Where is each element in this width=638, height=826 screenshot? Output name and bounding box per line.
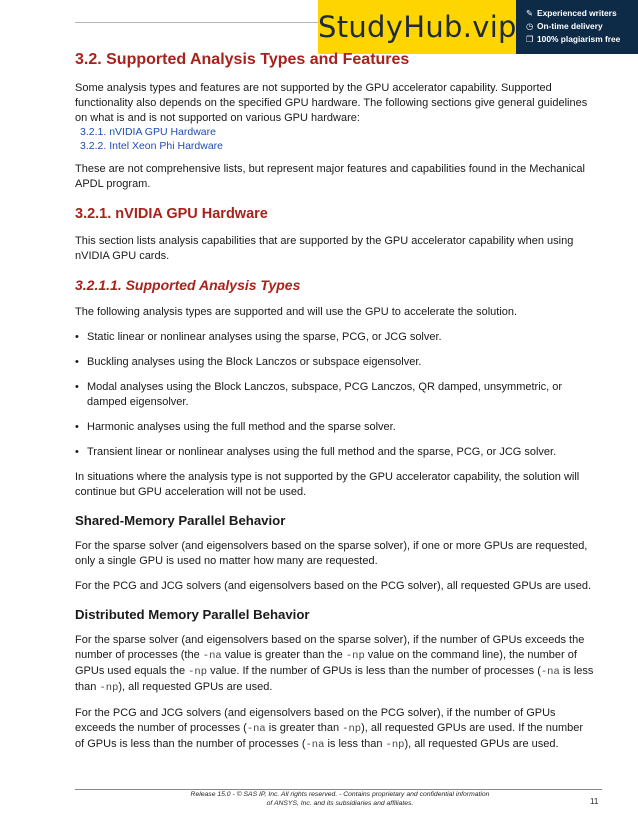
dmp-paragraph-2: For the PCG and JCG solvers (and eigensolvers based on the PCG solver), if the number of GPUs exceeds the number of processes (-na is greater than -np), all requested GPUs are used. If the number of GPUs is less than the number of processes (-na is less than -np), all requested GPUs are used. bbox=[75, 707, 584, 751]
inline-code: -na bbox=[540, 666, 560, 678]
subsubsection-title: 3.2.1.1. Supported Analysis Types bbox=[75, 277, 301, 293]
toc-link-intel[interactable]: 3.2.2. Intel Xeon Phi Hardware bbox=[80, 139, 224, 152]
subsub-intro: The following analysis types are supported and will use the GPU to accelerate the solution. bbox=[75, 306, 518, 318]
page-number: 11 bbox=[590, 797, 599, 806]
toc bbox=[75, 126, 595, 153]
banner-feature: ◷ On-time delivery bbox=[526, 21, 603, 31]
page-content bbox=[75, 50, 595, 753]
section-note: These are not comprehensive lists, but represent major features and capabilities found in the Mechanical APDL program. bbox=[75, 163, 585, 190]
inline-code: -na bbox=[305, 739, 325, 751]
inline-code: -np bbox=[342, 723, 362, 735]
section-title: 3.2. Supported Analysis Types and Features bbox=[75, 51, 410, 68]
inline-code: -np bbox=[345, 650, 365, 662]
smp-paragraph-1: For the sparse solver (and eigensolvers based on the sparse solver), if one or more GPUs are requested, only a single GPU is used no matter how many are requested. bbox=[75, 540, 588, 567]
studyhub-logo[interactable]: StudyHub.vip bbox=[318, 0, 516, 54]
inline-code: -np bbox=[385, 739, 405, 751]
subsection-intro: This section lists analysis capabilities that are supported by the GPU accelerator capability when using nVIDIA GPU cards. bbox=[75, 235, 574, 262]
list-item: • Modal analyses using the Block Lanczos, subspace, PCG Lanczos, QR damped, unsymmetric, or damped eigensolver. bbox=[75, 380, 595, 410]
footer-copyright: Release 15.0 - © SAS IP, Inc. All rights reserved. - Contains proprietary and confidential information of ANSYS, Inc. and its subsidiaries and affiliates. bbox=[190, 791, 490, 807]
inline-code: -np bbox=[188, 666, 208, 678]
banner-feature: ❐ 100% plagiarism free bbox=[526, 34, 621, 44]
toc-link-nvidia[interactable]: 3.2.1. nVIDIA GPU Hardware bbox=[80, 126, 216, 138]
copy-icon: ❐ bbox=[526, 34, 534, 44]
list-item: • Buckling analyses using the Block Lanczos or subspace eigensolver. bbox=[75, 355, 595, 370]
section-intro: Some analysis types and features are not supported by the GPU accelerator capability. Supported functionality also depends on the specified GPU hardware. The following sections give general guidelines on what is and is not supported on various GPU hardware: bbox=[75, 82, 588, 124]
smp-title: Shared-Memory Parallel Behavior bbox=[75, 513, 286, 528]
inline-code: -na bbox=[202, 650, 222, 662]
ad-banner[interactable] bbox=[318, 0, 638, 54]
analysis-type-list bbox=[75, 330, 595, 460]
subsub-outro: In situations where the analysis type is not supported by the GPU accelerator capability, the solution will continue but GPU acceleration will not be used. bbox=[75, 471, 580, 498]
banner-feature: ✎ Experienced writers bbox=[526, 8, 617, 18]
banner-features bbox=[526, 7, 620, 46]
list-item: • Harmonic analyses using the full method and the sparse solver. bbox=[75, 420, 595, 435]
inline-code: -na bbox=[246, 723, 266, 735]
dmp-title: Distributed Memory Parallel Behavior bbox=[75, 607, 310, 622]
list-item: • Static linear or nonlinear analyses using the sparse, PCG, or JCG solver. bbox=[75, 330, 595, 345]
clock-icon: ◷ bbox=[526, 21, 534, 31]
dmp-paragraph-1: For the sparse solver (and eigensolvers based on the sparse solver), if the number of GPUs exceeds the number of processes (the -na value is greater than the -np value on the command line), the number of GPUs used equals the -np value. If the number of GPUs is less than the number of processes (-na is less than -np), all requested GPUs are used. bbox=[75, 634, 594, 694]
subsection-title: 3.2.1. nVIDIA GPU Hardware bbox=[75, 206, 268, 222]
smp-paragraph-2: For the PCG and JCG solvers (and eigensolvers based on the PCG solver), all requested GPUs are used. bbox=[75, 580, 592, 592]
inline-code: -np bbox=[99, 682, 119, 694]
pencil-icon: ✎ bbox=[526, 8, 534, 18]
list-item: • Transient linear or nonlinear analyses using the full method and the sparse, PCG, or JCG solver. bbox=[75, 445, 595, 460]
